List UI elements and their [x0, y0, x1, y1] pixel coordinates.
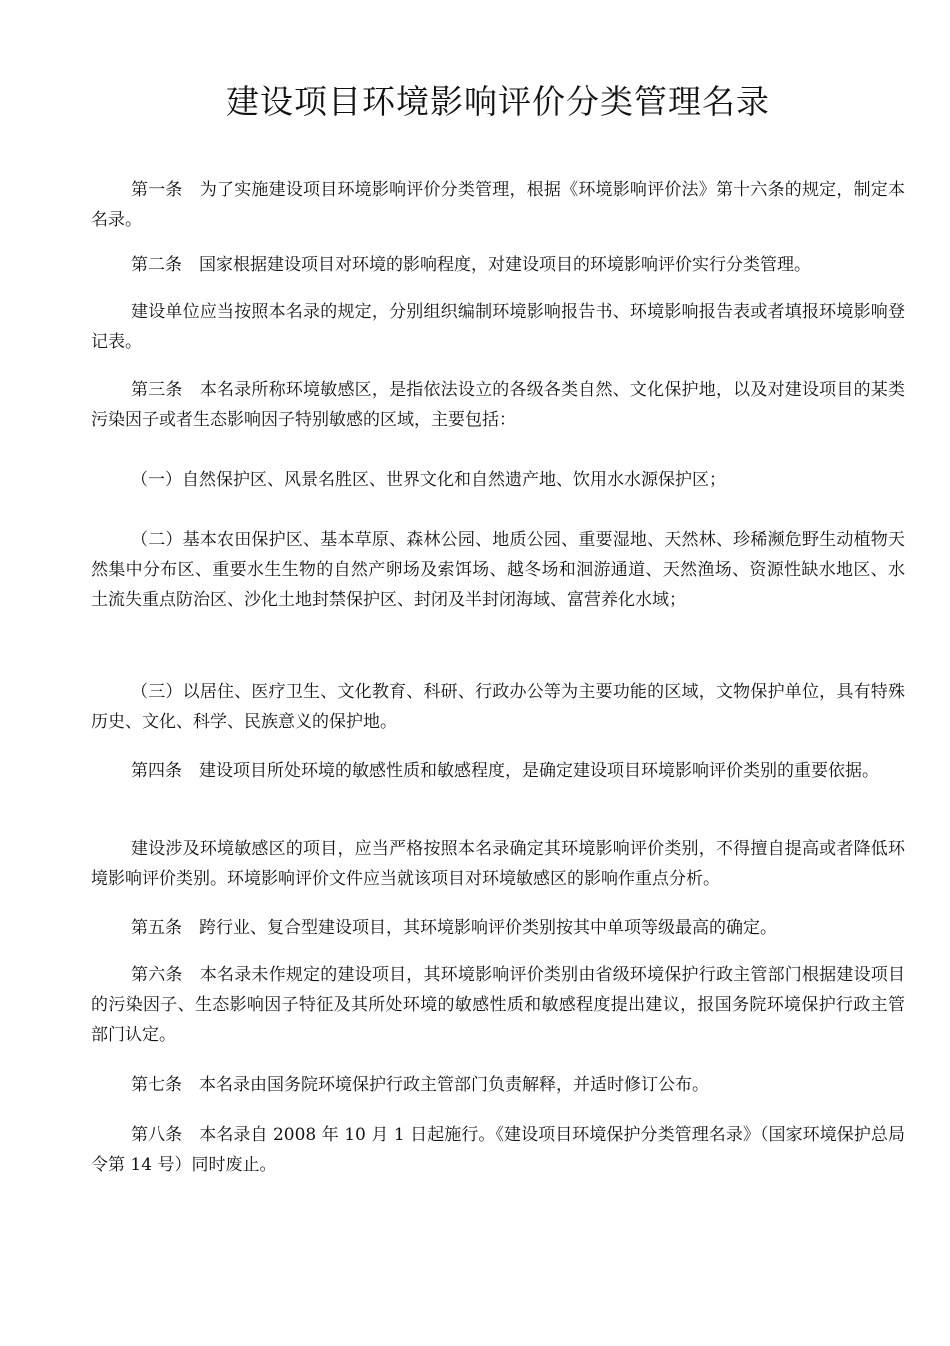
- article-4: 第四条 建设项目所处环境的敏感性质和敏感程度，是确定建设项目环境影响评价类别的重要依据。: [131, 761, 879, 781]
- document-title: 建设项目环境影响评价分类管理名录: [226, 82, 770, 121]
- article-3-item-2: （二）基本农田保护区、基本草原、森林公园、地质公园、重要湿地、天然林、珍稀濒危野生动植物天然集中分布区、重要水生生物的自然产卵场及索饵场、越冬场和洄游通道、天然渔场、资源性缺水地区、水土流失重点防治区、沙化土地封禁保护区、封闭及半封闭海域、富营养化水域；: [91, 530, 905, 610]
- article-3-item-1: （一）自然保护区、风景名胜区、世界文化和自然遗产地、饮用水水源保护区；: [131, 470, 726, 490]
- article-1: 第一条 为了实施建设项目环境影响评价分类管理，根据《环境影响评价法》第十六条的规定，制定本名录。: [91, 180, 905, 230]
- article-2-paragraph-2: 建设单位应当按照本名录的规定，分别组织编制环境影响报告书、环境影响报告表或者填报环境影响登记表。: [91, 302, 905, 352]
- article-7: 第七条 本名录由国务院环境保护行政主管部门负责解释，并适时修订公布。: [131, 1075, 709, 1095]
- article-4-paragraph-2: 建设涉及环境敏感区的项目，应当严格按照本名录确定其环境影响评价类别，不得擅自提高或者降低环境影响评价类别。环境影响评价文件应当就该项目对环境敏感区的影响作重点分析。: [91, 839, 905, 889]
- article-3: 第三条 本名录所称环境敏感区，是指依法设立的各级各类自然、文化保护地，以及对建设项目的某类污染因子或者生态影响因子特别敏感的区域，主要包括：: [91, 380, 905, 430]
- article-6: 第六条 本名录未作规定的建设项目，其环境影响评价类别由省级环境保护行政主管部门根据建设项目的污染因子、生态影响因子特征及其所处环境的敏感性质和敏感程度提出建议，报国务院环境保护行政主管部门认定。: [91, 965, 905, 1045]
- article-8: 第八条 本名录自 2008 年 10 月 1 日起施行。《建设项目环境保护分类管理名录》（国家环境保护总局令第 14 号）同时废止。: [91, 1125, 905, 1175]
- article-3-item-3: （三）以居住、医疗卫生、文化教育、科研、行政办公等为主要功能的区域，文物保护单位，具有特殊历史、文化、科学、民族意义的保护地。: [91, 682, 905, 732]
- article-5: 第五条 跨行业、复合型建设项目，其环境影响评价类别按其中单项等级最高的确定。: [131, 918, 777, 938]
- article-2: 第二条 国家根据建设项目对环境的影响程度，对建设项目的环境影响评价实行分类管理。: [131, 255, 811, 275]
